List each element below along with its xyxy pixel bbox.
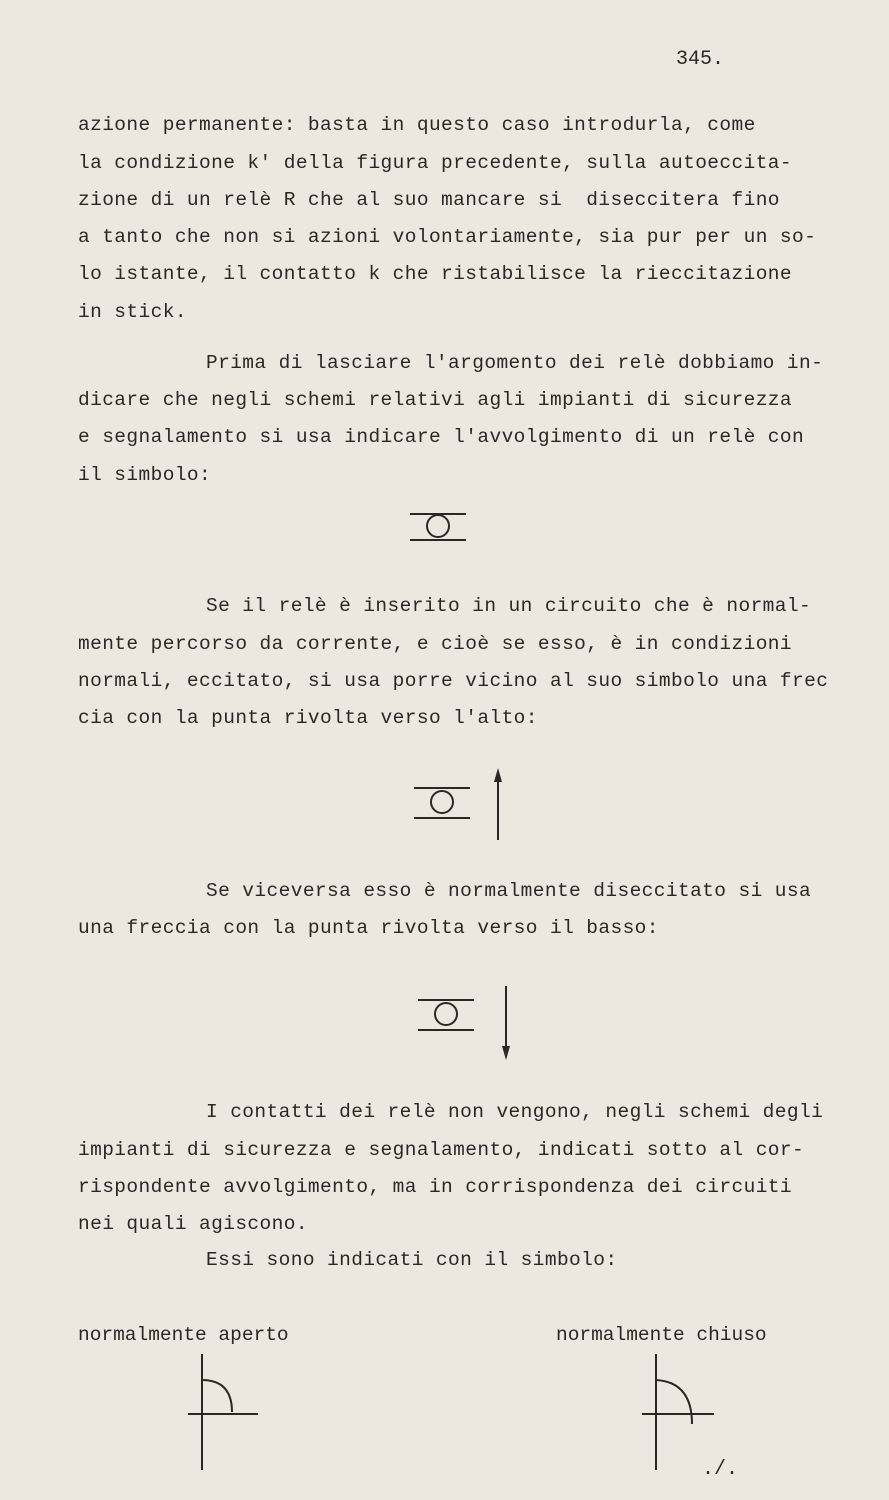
text-line: Se il relè è inserito in un circuito che è normal- xyxy=(206,595,812,617)
text-line: in stick. xyxy=(78,301,187,323)
text-line: una freccia con la punta rivolta verso il basso: xyxy=(78,917,659,939)
text-line: zione di un relè R che al suo mancare si diseccitera fino xyxy=(78,189,780,211)
text-line: impianti di sicurezza e segnalamento, indicati sotto al cor- xyxy=(78,1139,805,1161)
continuation-mark: ./. xyxy=(702,1458,739,1481)
relay-coil-deenergized-icon xyxy=(414,982,514,1062)
text-line: rispondente avvolgimento, ma in corrispondenza dei circuiti xyxy=(78,1176,793,1198)
text-line: lo istante, il contatto k che ristabilisce la rieccitazione xyxy=(78,263,793,285)
text-line: Essi sono indicati con il simbolo: xyxy=(206,1249,618,1271)
text-line: normali, eccitato, si usa porre vicino al suo simbolo una frec xyxy=(78,670,829,692)
label-normally-closed: normalmente chiuso xyxy=(556,1324,767,1346)
contact-normally-open-icon xyxy=(180,1352,270,1472)
text-line: azione permanente: basta in questo caso introdurla, come xyxy=(78,114,756,136)
text-line: nei quali agiscono. xyxy=(78,1213,308,1235)
text-line: la condizione k' della figura precedente, sulla autoeccita- xyxy=(78,152,793,174)
text-line: Se viceversa esso è normalmente diseccitato si usa xyxy=(206,880,812,902)
text-line: I contatti dei relè non vengono, negli schemi degli xyxy=(206,1101,824,1123)
text-line: dicare che negli schemi relativi agli impianti di sicurezza xyxy=(78,389,793,411)
label-normally-open: normalmente aperto xyxy=(78,1324,289,1346)
text-line: cia con la punta rivolta verso l'alto: xyxy=(78,707,538,729)
text-line: il simbolo: xyxy=(78,464,212,486)
relay-coil-energized-icon xyxy=(410,766,510,844)
relay-coil-symbol-icon xyxy=(406,508,470,548)
text-line: a tanto che non si azioni volontariamente, sia pur per un so- xyxy=(78,226,817,248)
page-number: 345. xyxy=(676,48,725,71)
text-line: e segnalamento si usa indicare l'avvolgimento di un relè con xyxy=(78,426,805,448)
text-line: mente percorso da corrente, e cioè se esso, è in condizioni xyxy=(78,633,793,655)
text-line: Prima di lasciare l'argomento dei relè dobbiamo in- xyxy=(206,352,824,374)
contact-normally-closed-icon xyxy=(634,1352,724,1472)
